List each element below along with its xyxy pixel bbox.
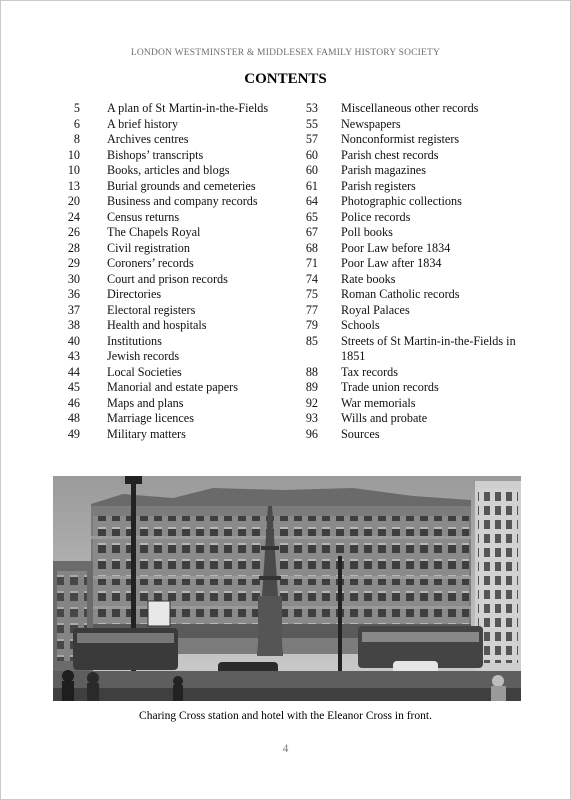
toc-entry xyxy=(290,225,530,241)
toc-entry xyxy=(290,287,530,303)
toc-page-number: 60 xyxy=(305,163,318,177)
toc-entry-title: Royal Palaces xyxy=(341,302,410,317)
toc-entry xyxy=(55,256,285,272)
toc-page-number: 38 xyxy=(67,318,80,332)
toc-entry xyxy=(290,179,530,195)
toc-page-number: 48 xyxy=(67,411,80,425)
toc-page-number: 20 xyxy=(67,194,80,208)
toc-page-number: 43 xyxy=(67,349,80,363)
toc-entry-title: Newspapers xyxy=(341,116,401,131)
running-header: LONDON WESTMINSTER & MIDDLESEX FAMILY HISTORY SOCIETY xyxy=(130,48,441,58)
toc-entry xyxy=(55,241,285,257)
toc-entry-title: Parish registers xyxy=(341,178,416,193)
toc-entry xyxy=(55,380,285,396)
toc-page-number: 92 xyxy=(305,395,318,410)
toc-entry xyxy=(55,148,285,164)
page-number: 4 xyxy=(282,743,289,755)
toc-page-number: 85 xyxy=(305,333,318,348)
toc-page-number: 79 xyxy=(305,318,318,332)
toc-page-number: 65 xyxy=(305,209,318,224)
toc-page-number: 64 xyxy=(305,194,318,208)
toc-page-number: 28 xyxy=(67,240,80,255)
toc-entry xyxy=(55,396,285,412)
toc-page-number: 40 xyxy=(67,333,80,348)
toc-entry xyxy=(290,256,530,272)
toc-entry-title: Court and prison records xyxy=(107,271,228,286)
toc-entry-title: Police records xyxy=(341,209,411,224)
toc-entry xyxy=(290,117,530,133)
toc-entry xyxy=(290,241,530,257)
toc-page-number: 57 xyxy=(305,132,318,146)
toc-entry-title: Rate books xyxy=(341,271,396,286)
toc-entry xyxy=(55,225,285,241)
toc-entry-title: Military matters xyxy=(107,426,186,441)
toc-entry-title: Trade union records xyxy=(341,380,439,394)
toc-page-number: 29 xyxy=(67,256,80,270)
toc-entry xyxy=(55,163,285,179)
toc-page-number: 89 xyxy=(305,380,318,394)
toc-entry-title: Coroners’ records xyxy=(107,256,194,270)
toc-entry-title: Directories xyxy=(107,287,162,301)
toc-entry-title: Health and hospitals xyxy=(107,318,207,332)
toc-entry-title: Marriage licences xyxy=(107,411,194,425)
toc-entry xyxy=(55,318,285,334)
toc-entry-title: Miscellaneous other records xyxy=(341,101,479,115)
toc-page-number: 6 xyxy=(73,116,80,131)
toc-entry xyxy=(290,365,530,381)
toc-page-number: 37 xyxy=(67,302,80,317)
toc-page-number: 10 xyxy=(67,163,80,177)
toc-page-number: 71 xyxy=(305,256,318,270)
toc-entry xyxy=(290,272,530,288)
toc-entry xyxy=(55,272,285,288)
toc-page-number: 67 xyxy=(305,225,318,239)
toc-page-number: 5 xyxy=(73,101,80,115)
toc-entry-title: Manorial and estate papers xyxy=(107,380,238,394)
toc-page-number: 68 xyxy=(305,240,318,255)
toc-entry xyxy=(55,334,285,350)
toc-entry xyxy=(55,287,285,303)
toc-entry-title: Archives centres xyxy=(107,132,189,146)
toc-entry xyxy=(290,148,530,164)
toc-entry-title: Poor Law before 1834 xyxy=(341,240,451,255)
toc-page-number: 44 xyxy=(67,364,80,379)
photo-illustration xyxy=(53,476,521,701)
toc-entry xyxy=(55,132,285,148)
toc-page-number: 53 xyxy=(305,101,318,115)
toc-entry xyxy=(290,380,530,396)
toc-entry-title: Civil registration xyxy=(107,240,190,255)
photo-caption: Charing Cross station and hotel with the Eleanor Cross in front. xyxy=(139,710,432,722)
toc-entry-title: Wills and probate xyxy=(341,411,428,425)
toc-entry-title: Schools xyxy=(341,318,380,332)
toc-entry xyxy=(290,411,530,427)
toc-entry-title: Maps and plans xyxy=(107,395,184,410)
toc-entry xyxy=(55,349,285,365)
toc-page-number: 88 xyxy=(305,364,318,379)
toc-page-number: 77 xyxy=(305,302,318,317)
toc-entry xyxy=(290,303,530,319)
toc-entry-title: Business and company records xyxy=(107,194,258,208)
page-title: CONTENTS xyxy=(244,71,327,87)
toc-entry xyxy=(290,334,530,365)
toc-entry xyxy=(55,117,285,133)
toc-page-number: 49 xyxy=(67,426,80,441)
toc-page-number: 60 xyxy=(305,147,318,162)
toc-column-left xyxy=(55,101,285,442)
toc-entry xyxy=(55,365,285,381)
toc-entry-title: Parish chest records xyxy=(341,147,439,162)
toc-page-number: 61 xyxy=(305,178,318,193)
toc-entry xyxy=(290,396,530,412)
toc-page-number: 74 xyxy=(305,271,318,286)
toc-entry xyxy=(290,101,530,117)
toc-entry-title: Sources xyxy=(341,426,380,441)
toc-entry-title: Books, articles and blogs xyxy=(107,163,230,177)
toc-page-number: 13 xyxy=(67,178,80,193)
toc-page-number: 30 xyxy=(67,271,80,286)
toc-entry-title: Poor Law after 1834 xyxy=(341,256,442,270)
toc-entry xyxy=(290,163,530,179)
toc-page-number: 8 xyxy=(73,132,80,146)
toc-page-number: 75 xyxy=(305,287,318,301)
toc-entry xyxy=(290,318,530,334)
toc-entry-title: Tax records xyxy=(341,364,399,379)
toc-entry-title: Jewish records xyxy=(107,349,180,363)
toc-page-number: 55 xyxy=(305,116,318,131)
toc-entry xyxy=(290,132,530,148)
toc-entry-title: Nonconformist registers xyxy=(341,132,460,146)
toc-entry-title: Electoral registers xyxy=(107,302,196,317)
toc-entry xyxy=(55,179,285,195)
toc-entry-title: War memorials xyxy=(341,395,416,410)
toc-page-number: 46 xyxy=(67,395,80,410)
toc-entry xyxy=(55,303,285,319)
toc-page-number: 45 xyxy=(67,380,80,394)
toc-entry-title: Local Societies xyxy=(107,364,182,379)
toc-entry xyxy=(290,427,530,443)
toc-entry-title: Bishops’ transcripts xyxy=(107,147,204,162)
toc-entry-title: Photographic collections xyxy=(341,194,462,208)
toc-page-number: 36 xyxy=(67,287,80,301)
toc-entry-title: Streets of St Martin-in-the-Fields in 1851 xyxy=(341,333,516,363)
toc-entry-title: Burial grounds and cemeteries xyxy=(107,178,256,193)
toc-entry xyxy=(55,427,285,443)
toc-entry-title: Institutions xyxy=(107,333,162,348)
toc-entry-title: A plan of St Martin-in-the-Fields xyxy=(107,101,269,115)
toc-entry xyxy=(55,101,285,117)
toc-page-number: 93 xyxy=(305,411,318,425)
toc-column-right xyxy=(290,101,530,442)
toc-entry-title: Census returns xyxy=(107,209,180,224)
toc-entry-title: Poll books xyxy=(341,225,393,239)
toc-entry xyxy=(290,194,530,210)
toc-entry-title: Parish magazines xyxy=(341,163,426,177)
toc-page-number: 96 xyxy=(305,426,318,441)
toc-entry-title: The Chapels Royal xyxy=(107,225,201,239)
toc-entry xyxy=(55,194,285,210)
toc-entry xyxy=(55,210,285,226)
toc-entry-title: Roman Catholic records xyxy=(341,287,460,301)
toc-page-number: 10 xyxy=(67,147,80,162)
toc-entry xyxy=(290,210,530,226)
toc-page-number: 24 xyxy=(67,209,80,224)
toc-entry-title: A brief history xyxy=(107,116,179,131)
toc-page-number: 26 xyxy=(67,225,80,239)
charing-cross-photo xyxy=(53,476,521,701)
toc-entry xyxy=(55,411,285,427)
